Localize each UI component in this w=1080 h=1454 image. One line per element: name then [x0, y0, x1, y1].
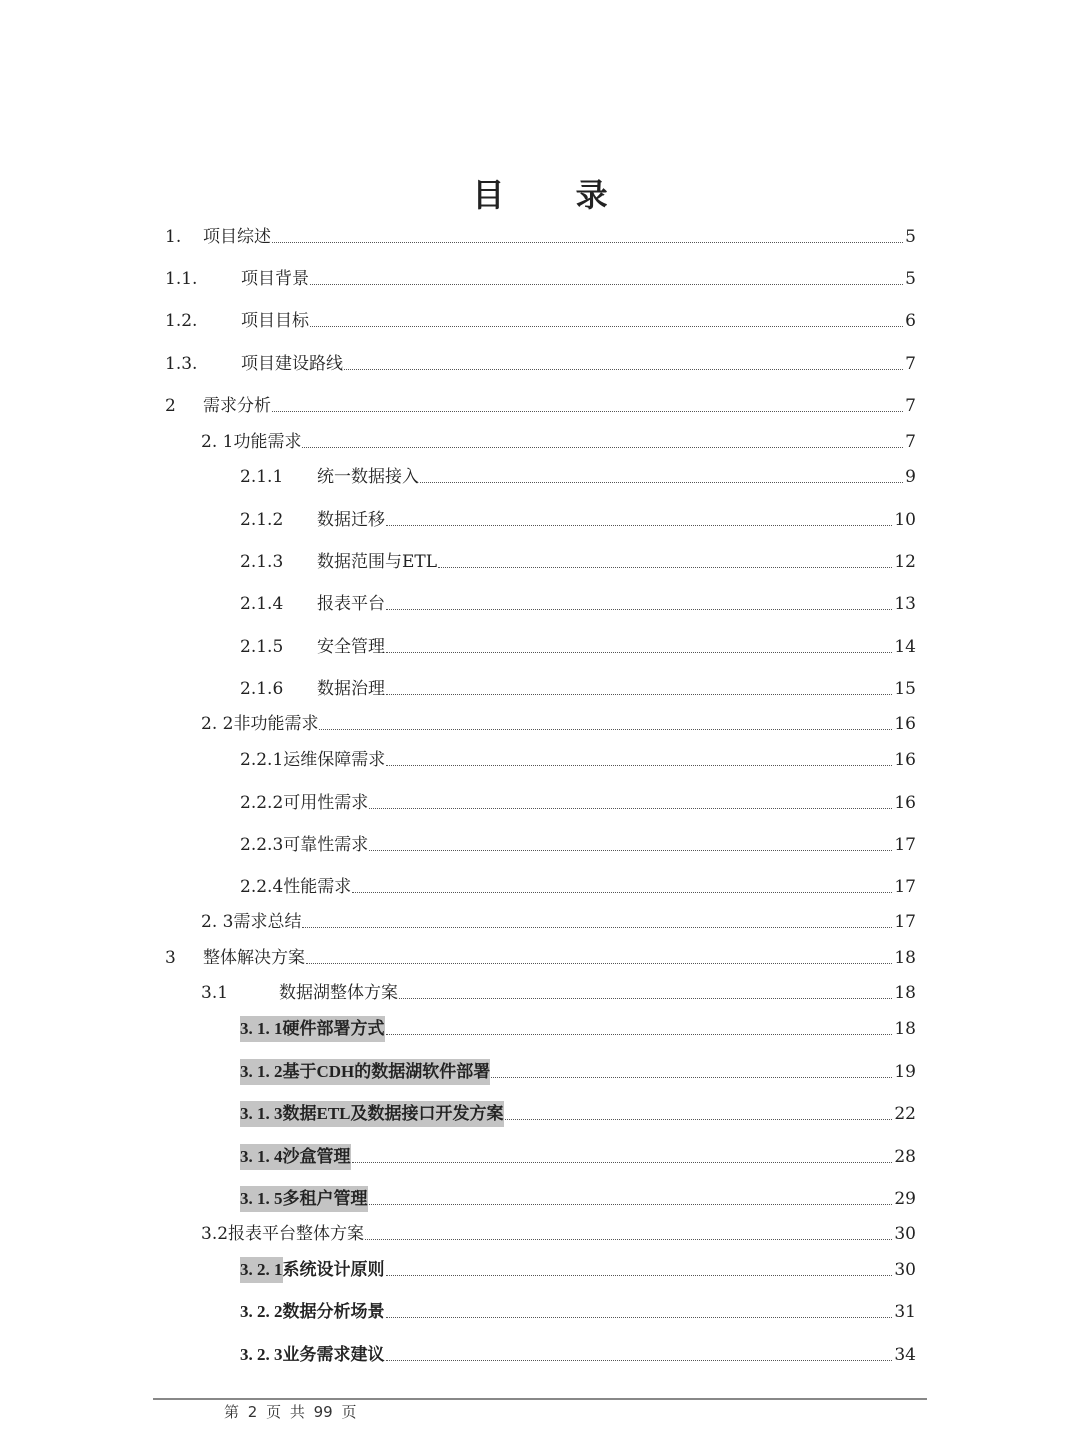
toc-entry[interactable] — [165, 308, 916, 334]
toc-entry-title: 多租户管理 — [282, 1189, 368, 1208]
toc-entry[interactable] — [240, 790, 916, 816]
toc-entry[interactable] — [201, 711, 916, 737]
dot-leader — [386, 1034, 893, 1035]
toc-entry-number: 3. 1. 1 — [240, 1019, 283, 1038]
toc-entry[interactable] — [240, 549, 916, 575]
toc-entry-page: 9 — [905, 467, 916, 487]
toc-entry-title: 数据ETL及数据接口开发方案 — [282, 1104, 504, 1123]
dot-leader — [365, 1239, 892, 1240]
dot-leader — [386, 1360, 893, 1361]
toc-entry-page: 30 — [894, 1260, 916, 1280]
toc-entry-number: 3.1 — [201, 983, 229, 1003]
dot-leader — [386, 694, 892, 695]
toc-entry-number: 3. 1. 3 — [240, 1104, 283, 1123]
dot-leader — [386, 609, 892, 610]
toc-entry-number: 3.2 — [201, 1224, 229, 1244]
toc-entry[interactable] — [240, 464, 916, 490]
toc-entry-page: 16 — [894, 714, 916, 734]
toc-entry-number: 2.1.3 — [240, 552, 284, 572]
toc-entry-number: 1.2. — [165, 311, 198, 331]
toc-entry[interactable] — [240, 832, 916, 858]
toc-entry-page: 5 — [905, 227, 916, 247]
toc-entry-number: 2.1.1 — [240, 467, 284, 487]
toc-entry-title: 整体解决方案 — [203, 948, 305, 968]
toc-entry-title: 需求总结 — [233, 912, 302, 932]
toc-entry-number: 3. 1. 5 — [240, 1189, 283, 1208]
toc-entry-number: 2.1.2 — [240, 510, 284, 530]
toc-entry-page: 7 — [905, 354, 916, 374]
toc-entry[interactable] — [201, 1221, 916, 1247]
toc-entry-number: 2.1.6 — [240, 679, 284, 699]
toc-entry-number: 2. 3 — [201, 912, 234, 932]
dot-leader — [386, 765, 892, 766]
toc-entry-number: 3. 1. 4 — [240, 1147, 283, 1166]
toc-entry-number: 2. 1 — [201, 432, 234, 452]
dot-leader — [369, 808, 892, 809]
dot-leader — [319, 729, 892, 730]
dot-leader — [369, 850, 892, 851]
toc-entry[interactable] — [201, 909, 916, 935]
toc-entry-number: 1.3. — [165, 354, 198, 374]
toc-entry-number: 2.1.4 — [240, 594, 284, 614]
dot-leader — [352, 1162, 893, 1163]
dot-leader — [386, 652, 892, 653]
toc-entry-page: 16 — [894, 750, 916, 770]
toc-entry-title: 数据治理 — [317, 679, 385, 699]
dot-leader — [272, 242, 903, 243]
dot-leader — [352, 892, 892, 893]
page-footer: 第 2 页 共 99 页 — [224, 1403, 357, 1421]
dot-leader — [302, 927, 892, 928]
dot-leader — [386, 1317, 893, 1318]
toc-entry-number: 2 — [165, 396, 176, 416]
toc-entry-page: 6 — [905, 311, 916, 331]
toc-entry-page: 13 — [894, 594, 916, 614]
toc-entry[interactable] — [165, 351, 916, 377]
toc-entry-number: 3. 2. 1 — [240, 1257, 283, 1283]
toc-entry[interactable] — [240, 1101, 916, 1127]
toc-entry-title: 安全管理 — [317, 637, 385, 657]
toc-entry-number: 3 — [165, 948, 176, 968]
toc-entry-number: 1.1. — [165, 269, 198, 289]
toc-entry[interactable] — [240, 1144, 916, 1170]
toc-entry-page: 7 — [905, 396, 916, 416]
dot-leader — [386, 1275, 893, 1276]
dot-leader — [272, 411, 903, 412]
toc-entry-page: 5 — [905, 269, 916, 289]
toc-entry-page: 10 — [894, 510, 916, 530]
toc-entry-title: 运维保障需求 — [283, 750, 386, 770]
toc-entry[interactable] — [240, 874, 916, 900]
toc-entry-title: 业务需求建议 — [282, 1345, 385, 1364]
toc-entry-page: 18 — [894, 1019, 916, 1039]
toc-entry-title: 基于CDH的数据湖软件部署 — [282, 1062, 491, 1081]
toc-entry[interactable] — [240, 747, 916, 773]
toc-entry-page: 18 — [894, 983, 916, 1003]
toc-entry-page: 7 — [905, 432, 916, 452]
toc-entry-title: 项目目标 — [241, 311, 309, 331]
toc-entry-title: 沙盒管理 — [282, 1147, 351, 1166]
dot-leader — [491, 1077, 892, 1078]
toc-entry-title: 数据湖整体方案 — [279, 983, 398, 1003]
toc-entry-title: 数据分析场景 — [282, 1302, 385, 1321]
toc-entry-page: 34 — [894, 1345, 916, 1365]
toc-entry-title: 项目建设路线 — [241, 354, 343, 374]
toc-entry-page: 29 — [894, 1189, 916, 1209]
toc-entry[interactable] — [240, 1059, 916, 1085]
toc-entry-title: 性能需求 — [283, 877, 352, 897]
toc-entry[interactable] — [240, 1016, 916, 1042]
dot-leader — [438, 567, 892, 568]
toc-entry[interactable] — [201, 980, 916, 1006]
toc-entry-page: 30 — [894, 1224, 916, 1244]
toc-entry-number: 2.1.5 — [240, 637, 284, 657]
toc-entry-number: 3. 2. 2 — [240, 1302, 283, 1321]
dot-leader — [386, 525, 892, 526]
toc-entry-page: 17 — [894, 877, 916, 897]
dot-leader — [310, 284, 903, 285]
dot-leader — [306, 963, 892, 964]
dot-leader — [302, 447, 903, 448]
toc-entry-title: 数据范围与ETL — [317, 552, 438, 572]
toc-entry-page: 17 — [894, 835, 916, 855]
toc-entry-title: 项目背景 — [241, 269, 309, 289]
toc-entry-number: 1. — [165, 227, 182, 247]
toc-entry-page: 12 — [894, 552, 916, 572]
toc-entry-title: 报表平台整体方案 — [228, 1224, 365, 1244]
toc-entry-title: 项目综述 — [203, 227, 271, 247]
toc-entry[interactable] — [240, 1299, 916, 1325]
toc-entry-title: 硬件部署方式 — [282, 1019, 385, 1038]
toc-entry[interactable] — [240, 1342, 916, 1368]
toc-entry-page: 15 — [894, 679, 916, 699]
footer-divider — [153, 1398, 927, 1400]
toc-entry-title: 数据迁移 — [317, 510, 385, 530]
toc-entry[interactable] — [240, 634, 916, 660]
toc-entry-number: 2.2.1 — [240, 750, 284, 770]
toc-entry-title: 统一数据接入 — [317, 467, 419, 487]
toc-entry-title: 可靠性需求 — [283, 835, 369, 855]
toc-entry-title: 需求分析 — [203, 396, 271, 416]
toc-entry-title: 功能需求 — [233, 432, 302, 452]
toc-entry-page: 17 — [894, 912, 916, 932]
dot-leader — [399, 998, 892, 999]
toc-entry[interactable] — [165, 266, 916, 292]
toc-entry[interactable] — [240, 676, 916, 702]
toc-entry[interactable] — [165, 393, 916, 419]
toc-entry[interactable] — [240, 591, 916, 617]
toc-entry-number: 2.2.2 — [240, 793, 284, 813]
toc-entry-number: 3. 1. 2 — [240, 1062, 283, 1081]
toc-entry-number: 3. 2. 3 — [240, 1345, 283, 1364]
toc-entry[interactable] — [201, 429, 916, 455]
toc-entry-page: 19 — [894, 1062, 916, 1082]
toc-entry-page: 28 — [894, 1147, 916, 1167]
toc-entry-page: 22 — [894, 1104, 916, 1124]
dot-leader — [505, 1119, 893, 1120]
toc-entry[interactable] — [165, 945, 916, 971]
toc-entry-title: 可用性需求 — [283, 793, 369, 813]
toc-entry[interactable] — [240, 1257, 916, 1283]
toc-entry-title: 报表平台 — [317, 594, 385, 614]
toc-entry[interactable] — [240, 1186, 916, 1212]
dot-leader — [344, 369, 903, 370]
toc-entry-page: 14 — [894, 637, 916, 657]
toc-entry-title: 系统设计原则 — [282, 1260, 385, 1279]
toc-title: 目 录 — [472, 176, 638, 214]
toc-entry-number: 2.2.3 — [240, 835, 284, 855]
toc-entry-page: 18 — [894, 948, 916, 968]
dot-leader — [369, 1204, 893, 1205]
toc-entry-number: 2. 2 — [201, 714, 234, 734]
dot-leader — [420, 482, 903, 483]
toc-entry-page: 16 — [894, 793, 916, 813]
toc-entry-number: 2.2.4 — [240, 877, 284, 897]
toc-entry[interactable] — [165, 224, 916, 250]
toc-entry-page: 31 — [894, 1302, 916, 1322]
toc-entry-title: 非功能需求 — [233, 714, 319, 734]
toc-entry[interactable] — [240, 507, 916, 533]
dot-leader — [310, 326, 903, 327]
